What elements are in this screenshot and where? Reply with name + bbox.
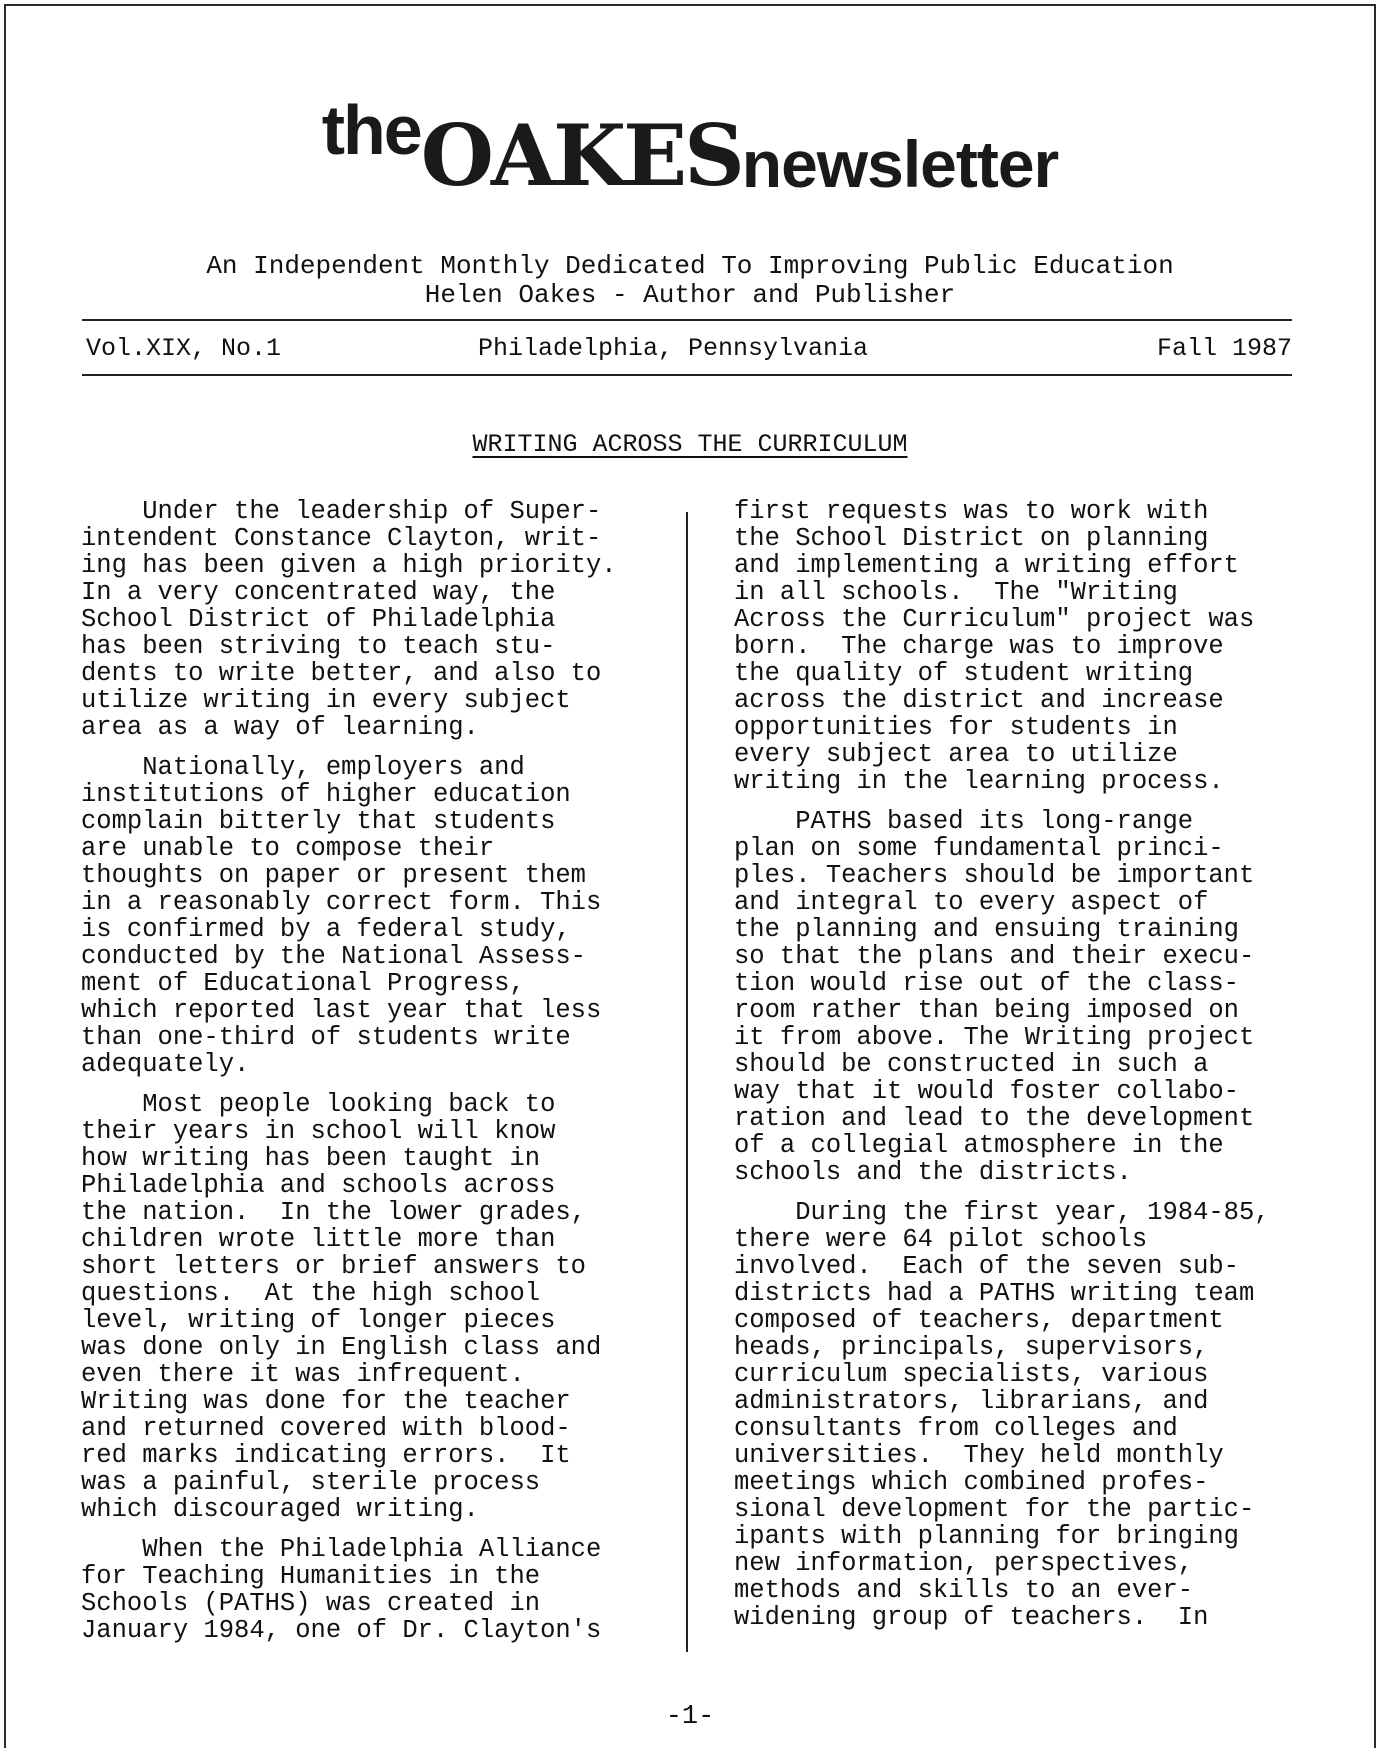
issue-date: Fall 1987 [1156,334,1292,363]
headline-text: WRITING ACROSS THE CURRICULUM [472,430,908,459]
paragraph: first requests was to work with the School District on planning and implementing a writing effort in all schools. The "Writing Across the Curriculum" project was born. The charge was to improve the quality of student writing across the district and increase opportunities for students in every subject area to utilize writing in the learning process. [734,497,1255,796]
page-number: -1- [665,1702,715,1732]
top-rule [82,319,1292,321]
publication-place: Philadelphia, Pennsylvania [478,334,869,363]
masthead-oakes: OAKES [420,106,742,205]
volume-number: Vol.XIX, No.1 [86,334,282,363]
paragraph: Most people looking back to their years in school will know how writing has been taught in Philadelphia and schools across the nation. In the lower grades, children wrote little more than short letters or brief answers to questions. At the high school level, writing of longer pieces was done only in English class and even there it was infrequent. Writing was done for the teacher and returned covered with blood- red marks indicating errors. It was a painful, sterile process which discouraged writing. [81,1090,602,1524]
paragraph: Nationally, employers and institutions of higher education complain bitterly that students are unable to compose their thoughts on paper or present them in a reasonably correct form. This is confirmed by a federal study, conducted by the National Assess- ment of Educational Progress, which reported last year that less than one-third of students write adequately. [81,753,602,1079]
paragraph: When the Philadelphia Alliance for Teaching Humanities in the Schools (PATHS) was created in January 1984, one of Dr. Clayton's [81,1535,602,1645]
tagline-line-1: An Independent Monthly Dedicated To Improving Public Education [206,251,1174,281]
article-headline [6,430,1374,459]
paragraph: During the first year, 1984-85, there were 64 pilot schools involved. Each of the seven sub- districts had a PATHS writing team composed of teachers, department heads, principals, supervisors, curriculum specialists, various administrators, librarians, and consultants from colleges and universities. They held monthly meetings which combined profes- sional development for the partic- ipants with planning for bringing new information, perspectives, methods and skills to an ever- widening group of teachers. In [734,1198,1270,1632]
tagline [6,252,1374,310]
masthead [6,84,1374,205]
masthead-the: the [321,91,421,169]
masthead-newsletter: newsletter [741,127,1059,201]
paragraph: Under the leadership of Super- intendent Constance Clayton, writ- ing has been given a high priority. In a very concentrated way, the School District of Philadelphia has been striving to teach stu- dents to write better, and also to utilize writing in every subject area as a way of learning. [81,497,617,742]
bottom-rule [82,374,1292,376]
paragraph: PATHS based its long-range plan on some fundamental princi- ples. Teachers should be important and integral to every aspect of the planning and ensuing training so that the plans and their execu- tion would rise out of the class- room rather than being imposed on it from above. The Writing project should be constructed in such a way that it would foster collabo- ration and lead to the development of a collegial atmosphere in the schools and the districts. [734,807,1255,1187]
article-column-right [734,498,1339,1644]
tagline-line-2: Helen Oakes - Author and Publisher [424,280,956,310]
newsletter-page [4,4,1376,1748]
issue-info-row [86,334,1292,368]
column-divider [686,512,688,1652]
article-column-left [81,498,681,1657]
